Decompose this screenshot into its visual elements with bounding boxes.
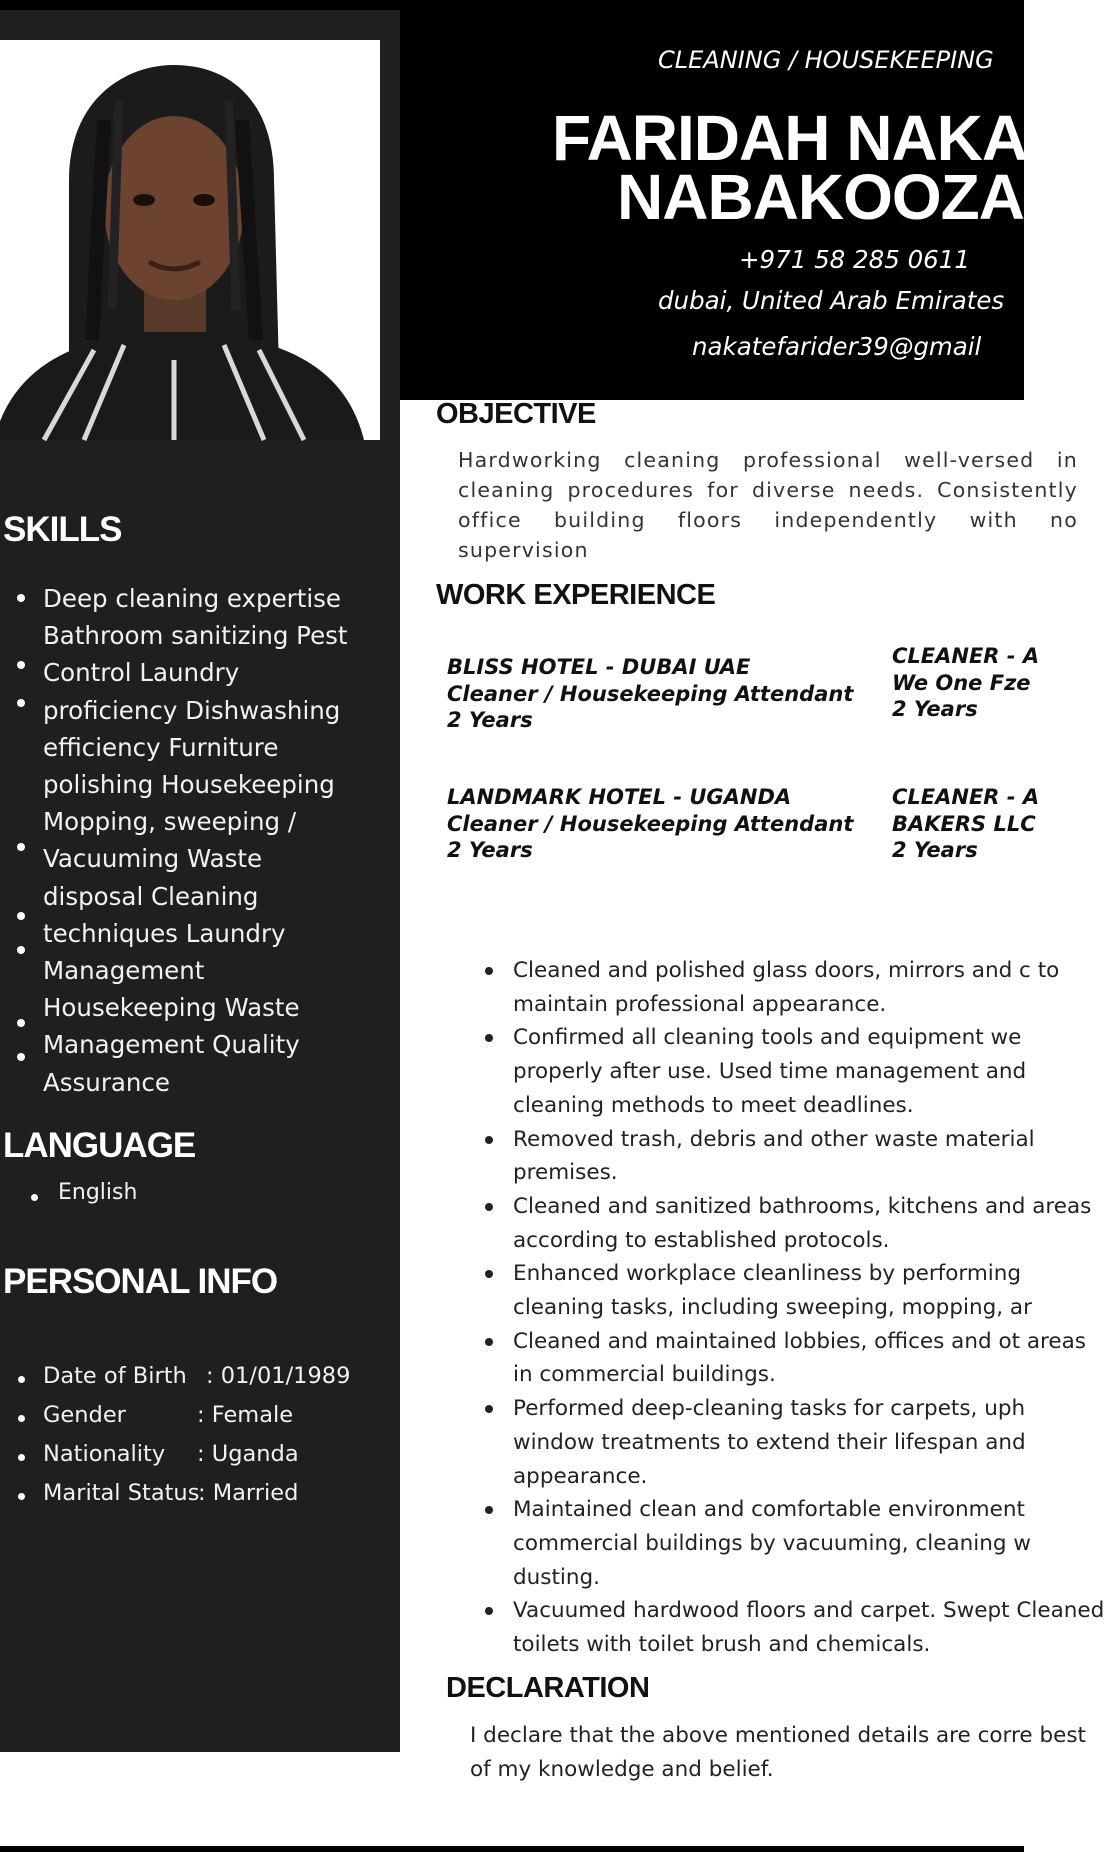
skill-line: Control Laundry bbox=[43, 658, 240, 688]
name-first-line: FARIDAH NAKA bbox=[552, 102, 1028, 174]
objective-text: Hardworking cleaning professional well-versed in cleaning procedures for diverse needs. Consistently office building floors independently with no supervision bbox=[458, 448, 1078, 562]
duty-item: Cleaned and maintained lobbies, offices and ot areas in commercial buildings. bbox=[485, 1325, 1105, 1392]
bullet-icon bbox=[17, 1053, 25, 1061]
info-value: : Female bbox=[197, 1402, 294, 1428]
bullet-icon bbox=[18, 1454, 25, 1461]
info-value: : Uganda bbox=[197, 1441, 299, 1467]
bullet-icon bbox=[17, 912, 25, 920]
bullet-icon bbox=[31, 1194, 38, 1201]
skill-line: efficiency Furniture bbox=[43, 732, 279, 762]
job-entry bbox=[447, 784, 853, 864]
job-employer: BAKERS LLC bbox=[892, 811, 1036, 836]
skills-heading: SKILLS bbox=[3, 510, 122, 549]
skill-line: disposal Cleaning bbox=[43, 881, 259, 911]
job-employer: LANDMARK HOTEL - UGANDA bbox=[447, 785, 792, 809]
duty-item: Enhanced workplace cleanliness by performing cleaning tasks, including sweeping, mopping, ar bbox=[485, 1257, 1105, 1324]
job-duration: 2 Years bbox=[447, 708, 533, 732]
bullet-icon bbox=[18, 1493, 25, 1500]
info-value: : Married bbox=[198, 1480, 299, 1506]
job-entry bbox=[447, 654, 853, 734]
bullet-icon bbox=[17, 1019, 25, 1027]
bullet-icon bbox=[17, 946, 25, 954]
language-heading: LANGUAGE bbox=[3, 1126, 196, 1165]
duty-item: Performed deep-cleaning tasks for carpets, uph window treatments to extend their lifespan and appearance. bbox=[485, 1392, 1105, 1493]
skills-list bbox=[43, 580, 373, 1101]
email-address: nakatefarider39@gmail bbox=[692, 332, 982, 361]
skill-line: Bathroom sanitizing Pest bbox=[43, 621, 348, 651]
objective-heading: OBJECTIVE bbox=[436, 398, 596, 430]
job-duration: 2 Years bbox=[447, 838, 533, 862]
job-employer: We One Fze bbox=[892, 670, 1031, 695]
skill-line: Vacuuming Waste bbox=[43, 844, 263, 874]
bullet-icon bbox=[17, 661, 25, 669]
duty-item: Confirmed all cleaning tools and equipment we properly after use. Used time management and cleaning methods to meet deadlines. bbox=[485, 1021, 1105, 1122]
job-role: Cleaner / Housekeeping Attendant bbox=[447, 681, 854, 706]
info-item-dob bbox=[43, 1363, 350, 1389]
skill-line: Management bbox=[43, 956, 205, 986]
job-title: CLEANING / HOUSEKEEPING bbox=[658, 46, 994, 74]
info-item-marital-status bbox=[43, 1480, 298, 1506]
duty-item: Cleaned and polished glass doors, mirrors and c to maintain professional appearance. bbox=[485, 954, 1105, 1021]
profile-photo bbox=[0, 40, 380, 440]
info-label: Date of Birth bbox=[43, 1363, 187, 1389]
job-duration: 2 Years bbox=[892, 838, 978, 862]
job-entry bbox=[892, 784, 1039, 864]
location: dubai, United Arab Emirates bbox=[658, 286, 1005, 315]
work-experience-heading: WORK EXPERIENCE bbox=[436, 579, 716, 611]
skill-line: Mopping, sweeping / bbox=[43, 807, 297, 837]
skill-line: Deep cleaning expertise bbox=[43, 584, 342, 613]
skill-line: Housekeeping Waste bbox=[43, 993, 300, 1023]
portrait-image bbox=[0, 40, 380, 440]
info-label: Nationality bbox=[43, 1441, 166, 1467]
skill-line: polishing Housekeeping bbox=[43, 770, 335, 800]
bullet-icon bbox=[18, 1415, 25, 1422]
bullet-icon bbox=[17, 843, 25, 851]
declaration-text: I declare that the above mentioned details are corre best of my knowledge and belief. bbox=[470, 1723, 1086, 1782]
bottom-border bbox=[0, 1846, 1024, 1852]
job-employer: BLISS HOTEL - DUBAI UAE bbox=[447, 655, 751, 679]
duty-item: Cleaned and sanitized bathrooms, kitchens and areas according to established protocols. bbox=[485, 1190, 1105, 1257]
info-label: Marital Status bbox=[43, 1480, 200, 1506]
name-second-line: NABAKOOZA bbox=[617, 161, 1024, 233]
job-role: Cleaner / Housekeeping Attendant bbox=[447, 811, 854, 836]
info-label: Gender bbox=[43, 1402, 126, 1428]
duties-list bbox=[485, 954, 1105, 1662]
bullet-icon bbox=[17, 594, 25, 602]
bullet-icon bbox=[17, 699, 25, 707]
duty-item: Maintained clean and comfortable environment commercial buildings by vacuuming, cleaning w dusting. bbox=[485, 1493, 1105, 1594]
info-item-nationality bbox=[43, 1441, 299, 1467]
duty-item: Removed trash, debris and other waste material premises. bbox=[485, 1123, 1105, 1190]
phone-number: +971 58 285 0611 bbox=[739, 245, 970, 274]
bullet-icon bbox=[18, 1376, 25, 1383]
duty-item: Vacuumed hardwood floors and carpet. Swept Cleaned toilets with toilet brush and chemicals. bbox=[485, 1594, 1105, 1661]
job-entry bbox=[892, 643, 1039, 723]
personal-info-heading: PERSONAL INFO bbox=[3, 1262, 278, 1301]
skill-line: Assurance bbox=[43, 1067, 170, 1097]
language-item: English bbox=[58, 1180, 138, 1205]
job-role: CLEANER - A bbox=[892, 785, 1040, 809]
info-item-gender bbox=[43, 1402, 293, 1428]
info-value: : 01/01/1989 bbox=[206, 1363, 351, 1389]
skill-line: Management Quality bbox=[43, 1030, 300, 1060]
skill-line: techniques Laundry bbox=[43, 918, 286, 948]
declaration-heading: DECLARATION bbox=[446, 1672, 650, 1704]
job-role: CLEANER - A bbox=[892, 644, 1040, 668]
skill-line: proficiency Dishwashing bbox=[43, 695, 341, 725]
job-duration: 2 Years bbox=[892, 697, 978, 721]
